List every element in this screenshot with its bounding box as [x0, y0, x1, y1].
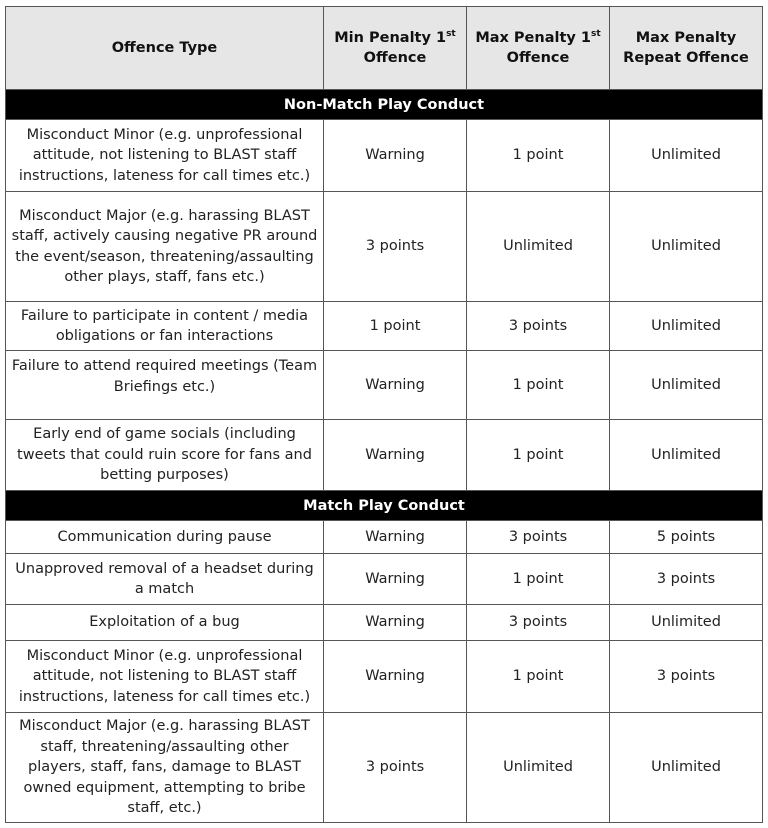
header-offence-type: Offence Type — [6, 7, 324, 90]
header-min-penalty-first-line2: Offence — [363, 50, 427, 66]
header-max-penalty-repeat — [610, 7, 763, 90]
offence-cell: Early end of game socials (including tweets that could ruin score for fans and betting purposes) — [6, 420, 324, 491]
header-max-penalty-first-line2: Offence — [506, 50, 570, 66]
max-repeat-cell: Unlimited — [610, 192, 763, 302]
table-row — [6, 192, 763, 302]
max-first-cell: Unlimited — [467, 192, 610, 302]
min-first-cell: Warning — [324, 420, 467, 491]
offence-cell: Communication during pause — [6, 521, 324, 554]
table-row — [6, 641, 763, 713]
header-max-penalty-first-label: Max Penalty 1 — [475, 30, 591, 46]
max-repeat-cell: 5 points — [610, 521, 763, 554]
max-first-cell: Unlimited — [467, 713, 610, 823]
header-max-penalty-first — [467, 7, 610, 90]
offence-cell: Unapproved removal of a headset during a match — [6, 554, 324, 605]
max-first-cell: 1 point — [467, 420, 610, 491]
max-first-cell: 3 points — [467, 521, 610, 554]
table-row — [6, 521, 763, 554]
table-row — [6, 554, 763, 605]
table-row — [6, 713, 763, 823]
section-title: Non-Match Play Conduct — [6, 90, 763, 120]
max-first-cell: 1 point — [467, 120, 610, 192]
offence-cell: Failure to participate in content / media obligations or fan interactions — [6, 302, 324, 351]
min-first-cell: Warning — [324, 521, 467, 554]
table-row — [6, 351, 763, 420]
min-first-cell: 3 points — [324, 713, 467, 823]
max-repeat-cell: Unlimited — [610, 713, 763, 823]
offence-cell: Misconduct Minor (e.g. unprofessional attitude, not listening to BLAST staff instructions, lateness for call times etc.) — [6, 641, 324, 713]
max-first-cell: 1 point — [467, 351, 610, 420]
table-row — [6, 420, 763, 491]
max-repeat-cell: Unlimited — [610, 605, 763, 641]
max-first-cell: 3 points — [467, 605, 610, 641]
header-max-penalty-repeat-line2: Repeat Offence — [623, 50, 749, 66]
min-first-cell: 1 point — [324, 302, 467, 351]
max-repeat-cell: Unlimited — [610, 302, 763, 351]
header-min-penalty-first — [324, 7, 467, 90]
table-row — [6, 120, 763, 192]
header-row — [6, 7, 763, 90]
max-first-cell: 1 point — [467, 554, 610, 605]
section-title: Match Play Conduct — [6, 491, 763, 521]
table-row — [6, 302, 763, 351]
max-repeat-cell: 3 points — [610, 641, 763, 713]
min-first-cell: Warning — [324, 554, 467, 605]
offence-cell: Misconduct Minor (e.g. unprofessional attitude, not listening to BLAST staff instructions, lateness for call times etc.) — [6, 120, 324, 192]
max-repeat-cell: 3 points — [610, 554, 763, 605]
min-first-cell: 3 points — [324, 192, 467, 302]
offence-cell: Misconduct Major (e.g. harassing BLAST staff, actively causing negative PR around the event/season, threatening/assaulting other plays, staff, fans etc.) — [6, 192, 324, 302]
max-repeat-cell: Unlimited — [610, 120, 763, 192]
header-min-penalty-first-label: Min Penalty 1 — [334, 30, 447, 46]
section-header-match — [6, 491, 763, 521]
max-first-cell: 1 point — [467, 641, 610, 713]
offence-cell: Failure to attend required meetings (Team Briefings etc.) — [6, 351, 324, 420]
offence-cell: Exploitation of a bug — [6, 605, 324, 641]
max-repeat-cell: Unlimited — [610, 420, 763, 491]
offence-cell: Misconduct Major (e.g. harassing BLAST staff, threatening/assaulting other players, staff, fans, damage to BLAST owned equipment, attempting to bribe staff, etc.) — [6, 713, 324, 823]
min-first-cell: Warning — [324, 351, 467, 420]
min-first-cell: Warning — [324, 605, 467, 641]
header-max-penalty-repeat-line1: Max Penalty — [635, 30, 737, 46]
max-first-cell: 3 points — [467, 302, 610, 351]
header-max-penalty-first-sup: st — [591, 29, 601, 40]
header-min-penalty-first-sup: st — [446, 29, 456, 40]
section-header-non-match — [6, 90, 763, 120]
penalty-table — [5, 6, 763, 823]
min-first-cell: Warning — [324, 641, 467, 713]
table-row — [6, 605, 763, 641]
min-first-cell: Warning — [324, 120, 467, 192]
max-repeat-cell: Unlimited — [610, 351, 763, 420]
